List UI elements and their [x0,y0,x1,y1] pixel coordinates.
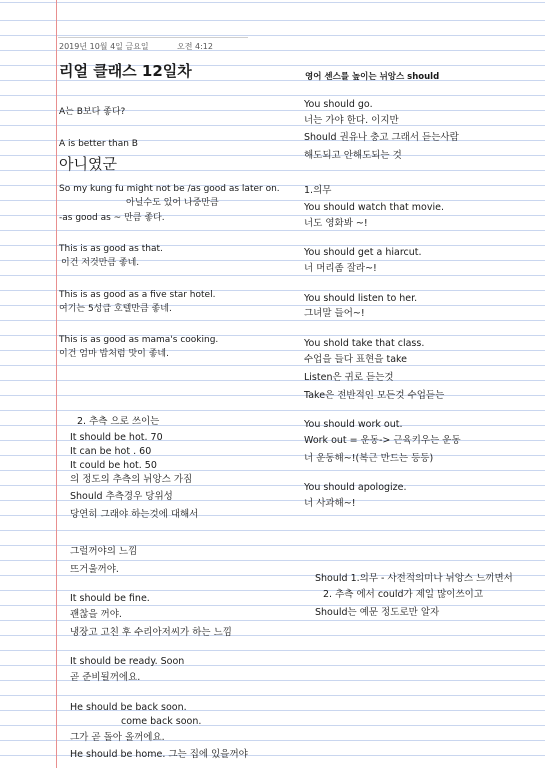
note-line: 냉장고 고친 후 수리아저씨가 하는 느낌 [70,627,232,638]
note-line: 당연히 그래야 하는것에 대해서 [70,509,199,520]
note-line: 이건 엄마 밥처럼 맛이 좋네. [59,349,169,359]
note-line: 이건 저것만큼 좋네. [61,258,140,268]
note-date: 2019년 10월 4일 금요일 [59,42,149,51]
note-line: This is as good as that. [59,244,163,254]
note-line: 너는 가야 한다. 이지만 [304,115,399,126]
note-line: 2. 추측 으로 쓰이는 [77,416,160,427]
note-line: 그럴꺼야의 느낌 [70,546,138,557]
note-line: Take은 전반적인 모든것 수업듣는 [304,390,445,401]
note-line: 그녀말 들어~! [304,308,365,319]
note-line: Should는 예문 정도로만 알자 [315,607,440,618]
note-line: Should 1.의무 - 사전적의미나 뉘앙스 느끼면서 [315,573,513,584]
note-line: You should apologize. [304,482,407,493]
note-line: A is better than B [59,139,138,149]
note-line: 수업을 들다 표현을 take [304,354,408,365]
note-line: come back soon. [121,716,202,727]
note-line: It should be hot. 70 [70,432,163,443]
note-line: Work out = 운동-> 근육키우는 운동 [304,435,461,446]
note-line: So my kung fu might not be /as good as later on. [59,184,280,194]
note-line: 그가 곧 돌아 올꺼에요. [70,732,165,743]
note-line: It should be ready. Soon [70,656,185,667]
note-line: 2. 추측 에서 could가 제일 많이쓰이고 [323,589,484,600]
note-line: Should 권유나 충고 그래서 듣는사람 [304,132,459,143]
note-line: This is as good as mama's cooking. [59,335,219,345]
note-line: 곧 준비될꺼에요. [70,672,141,683]
section-heading: 영어 센스를 높이는 뉘앙스 should [305,72,440,82]
note-line: Should 추측경우 당위성 [70,491,173,502]
note-line: You should get a hiarcut. [304,247,422,258]
note-line: You should watch that movie. [304,202,444,213]
note-line: You should work out. [304,419,403,430]
note-time: 오전 4:12 [177,42,213,51]
note-line: This is as good as a five star hotel. [59,290,216,300]
note-line: You should go. [304,99,373,110]
note-line: 너 운동해~!(복근 만드는 등등) [304,453,434,464]
note-line: He should be back soon. [70,702,187,713]
note-line: It should be fine. [70,593,150,604]
date-divider [58,37,248,38]
note-line: 너 사과해~! [304,498,356,509]
note-line: 아니였군 [59,155,117,173]
note-line: 괜찮을 꺼야. [70,609,122,620]
note-line: You should listen to her. [304,293,418,304]
note-line: It could be hot. 50 [70,460,157,471]
note-line: 아닐수도 있어 나중만큼 [126,198,219,208]
note-line: 뜨거울꺼야. [70,564,119,575]
note-line: 여기는 5성급 호텔만큼 좋네. [59,304,172,314]
note-line: It can be hot . 60 [70,446,152,457]
note-line: Listen은 귀로 듣는것 [304,372,394,383]
note-line: -as good as ~ 만큼 좋다. [59,213,165,223]
note-line: 1.의무 [304,185,332,196]
note-line: You shold take that class. [304,338,425,349]
page-title: 리얼 클래스 12일차 [59,62,192,80]
note-line: 너 머리좀 잘라~! [304,263,377,274]
note-line: 의 정도의 추측의 뉘앙스 가짐 [70,474,193,485]
note-line: 너도 영화봐 ~! [304,218,368,229]
notebook-margin-line [56,0,57,768]
note-line: He should be home. 그는 집에 있을꺼야 [70,749,248,760]
note-line: 해도되고 안해도되는 것 [304,150,402,161]
note-line: A는 B보다 좋다? [59,107,126,117]
